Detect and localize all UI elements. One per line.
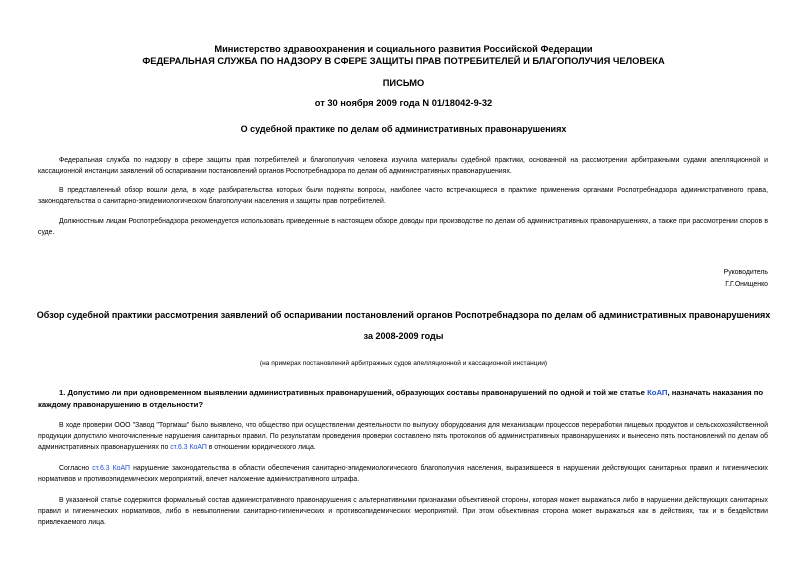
ministry-name: Министерство здравоохранения и социального развития Российской Федерации (214, 44, 593, 54)
review-title: Обзор судебной практики рассмотрения заявлений об оспаривании постановлений органов Роспотребнадзора по делам об административных правонарушениях (36, 310, 771, 320)
review-years: за 2008-2009 годы (363, 331, 444, 341)
article-6-3-link[interactable]: ст.6.3 КоАП (92, 465, 130, 472)
letter-paragraph-2: В представленный обзор вошли дела, в ходе разбирательства которых были подняты вопросы, наиболее часто встречающиеся в практике применения органами Роспотребнадзора административного права, законодательства о санитарно-эпидемиологическом благополучии населения и защиты прав потребителей. (38, 187, 768, 206)
answer-paragraph-1: В ходе проверки ООО "Завод "Торгмаш" было выявлено, что общество при осуществлении деятельности по выпуску оборудования для механизации процессов переработки пищевых продуктов и сельскохозяйственной продукции допустило многочисленные нарушения санитарных правил. По результатам проведения проверки составлено пять протоколов об административных правонарушениях и вынесено пять постановлений по делам об административных правонарушениях по ст.6.3 КоАП в отношении юридического лица. (38, 422, 768, 452)
koap-link[interactable]: КоАП (647, 388, 668, 397)
answer-paragraph-3: В указанной статье содержится формальный состав административного правонарушения с альтернативными признаками объективной стороны, которая может выражаться либо в нарушении действующих санитарных правил и гигиенических нормативов, либо в невыполнении санитарно-гигиенических и противоэпидемических мероприятий. При этом объективная сторона может выражаться как в действиях, так и в бездействии привлекаемого лица. (38, 497, 768, 527)
letter-paragraph-1: Федеральная служба по надзору в сфере защиты прав потребителей и благополучия человека изучила материалы судебной практики, основанной на рассмотрении арбитражными судами апелляционной и кассационной инстанции заявлений об оспаривании постановлений органов Роспотребнадзора по делам об административных правонарушениях. (38, 157, 768, 176)
service-name: ФЕДЕРАЛЬНАЯ СЛУЖБА ПО НАДЗОРУ В СФЕРЕ ЗАЩИТЫ ПРАВ ПОТРЕБИТЕЛЕЙ И БЛАГОПОЛУЧИЯ ЧЕЛОВЕКА (142, 56, 665, 66)
document-type: ПИСЬМО (382, 78, 425, 88)
signer-title: Руководитель (723, 269, 768, 276)
document-subject: О судебной практике по делам об административных правонарушениях (240, 124, 567, 134)
review-note: (на примерах постановлений арбитражных судов апелляционной и кассационной инстанции) (259, 360, 548, 367)
document-date-number: от 30 ноября 2009 года N 01/18042-9-32 (314, 98, 493, 108)
signature-block (568, 267, 768, 290)
article-6-3-link[interactable]: ст.6.3 КоАП (170, 444, 207, 452)
letter-paragraph-3: Должностным лицам Роспотребнадзора рекомендуется использовать приведенные в настоящем обзоре доводы при производстве по делам об административных правонарушениях, а также при рассмотрении споров в суде. (38, 218, 768, 237)
signer-name: Г.Г.Онищенко (725, 280, 768, 288)
question-1-heading: 1. Допустимо ли при одновременном выявлении административных правонарушений, образующих составы правонарушений по одной и той же статье КоАП, назначать наказания по каждому правонарушению в отдельности? (38, 388, 764, 409)
answer-paragraph-2: Согласно ст.6.3 КоАП нарушение законодательства в области обеспечения санитарно-эпидемиологического благополучия населения, выразившееся в нарушении действующих санитарных правил и гигиенических нормативов и противоэпидемических мероприятий, влечет наложение административного штрафа. (38, 465, 768, 484)
